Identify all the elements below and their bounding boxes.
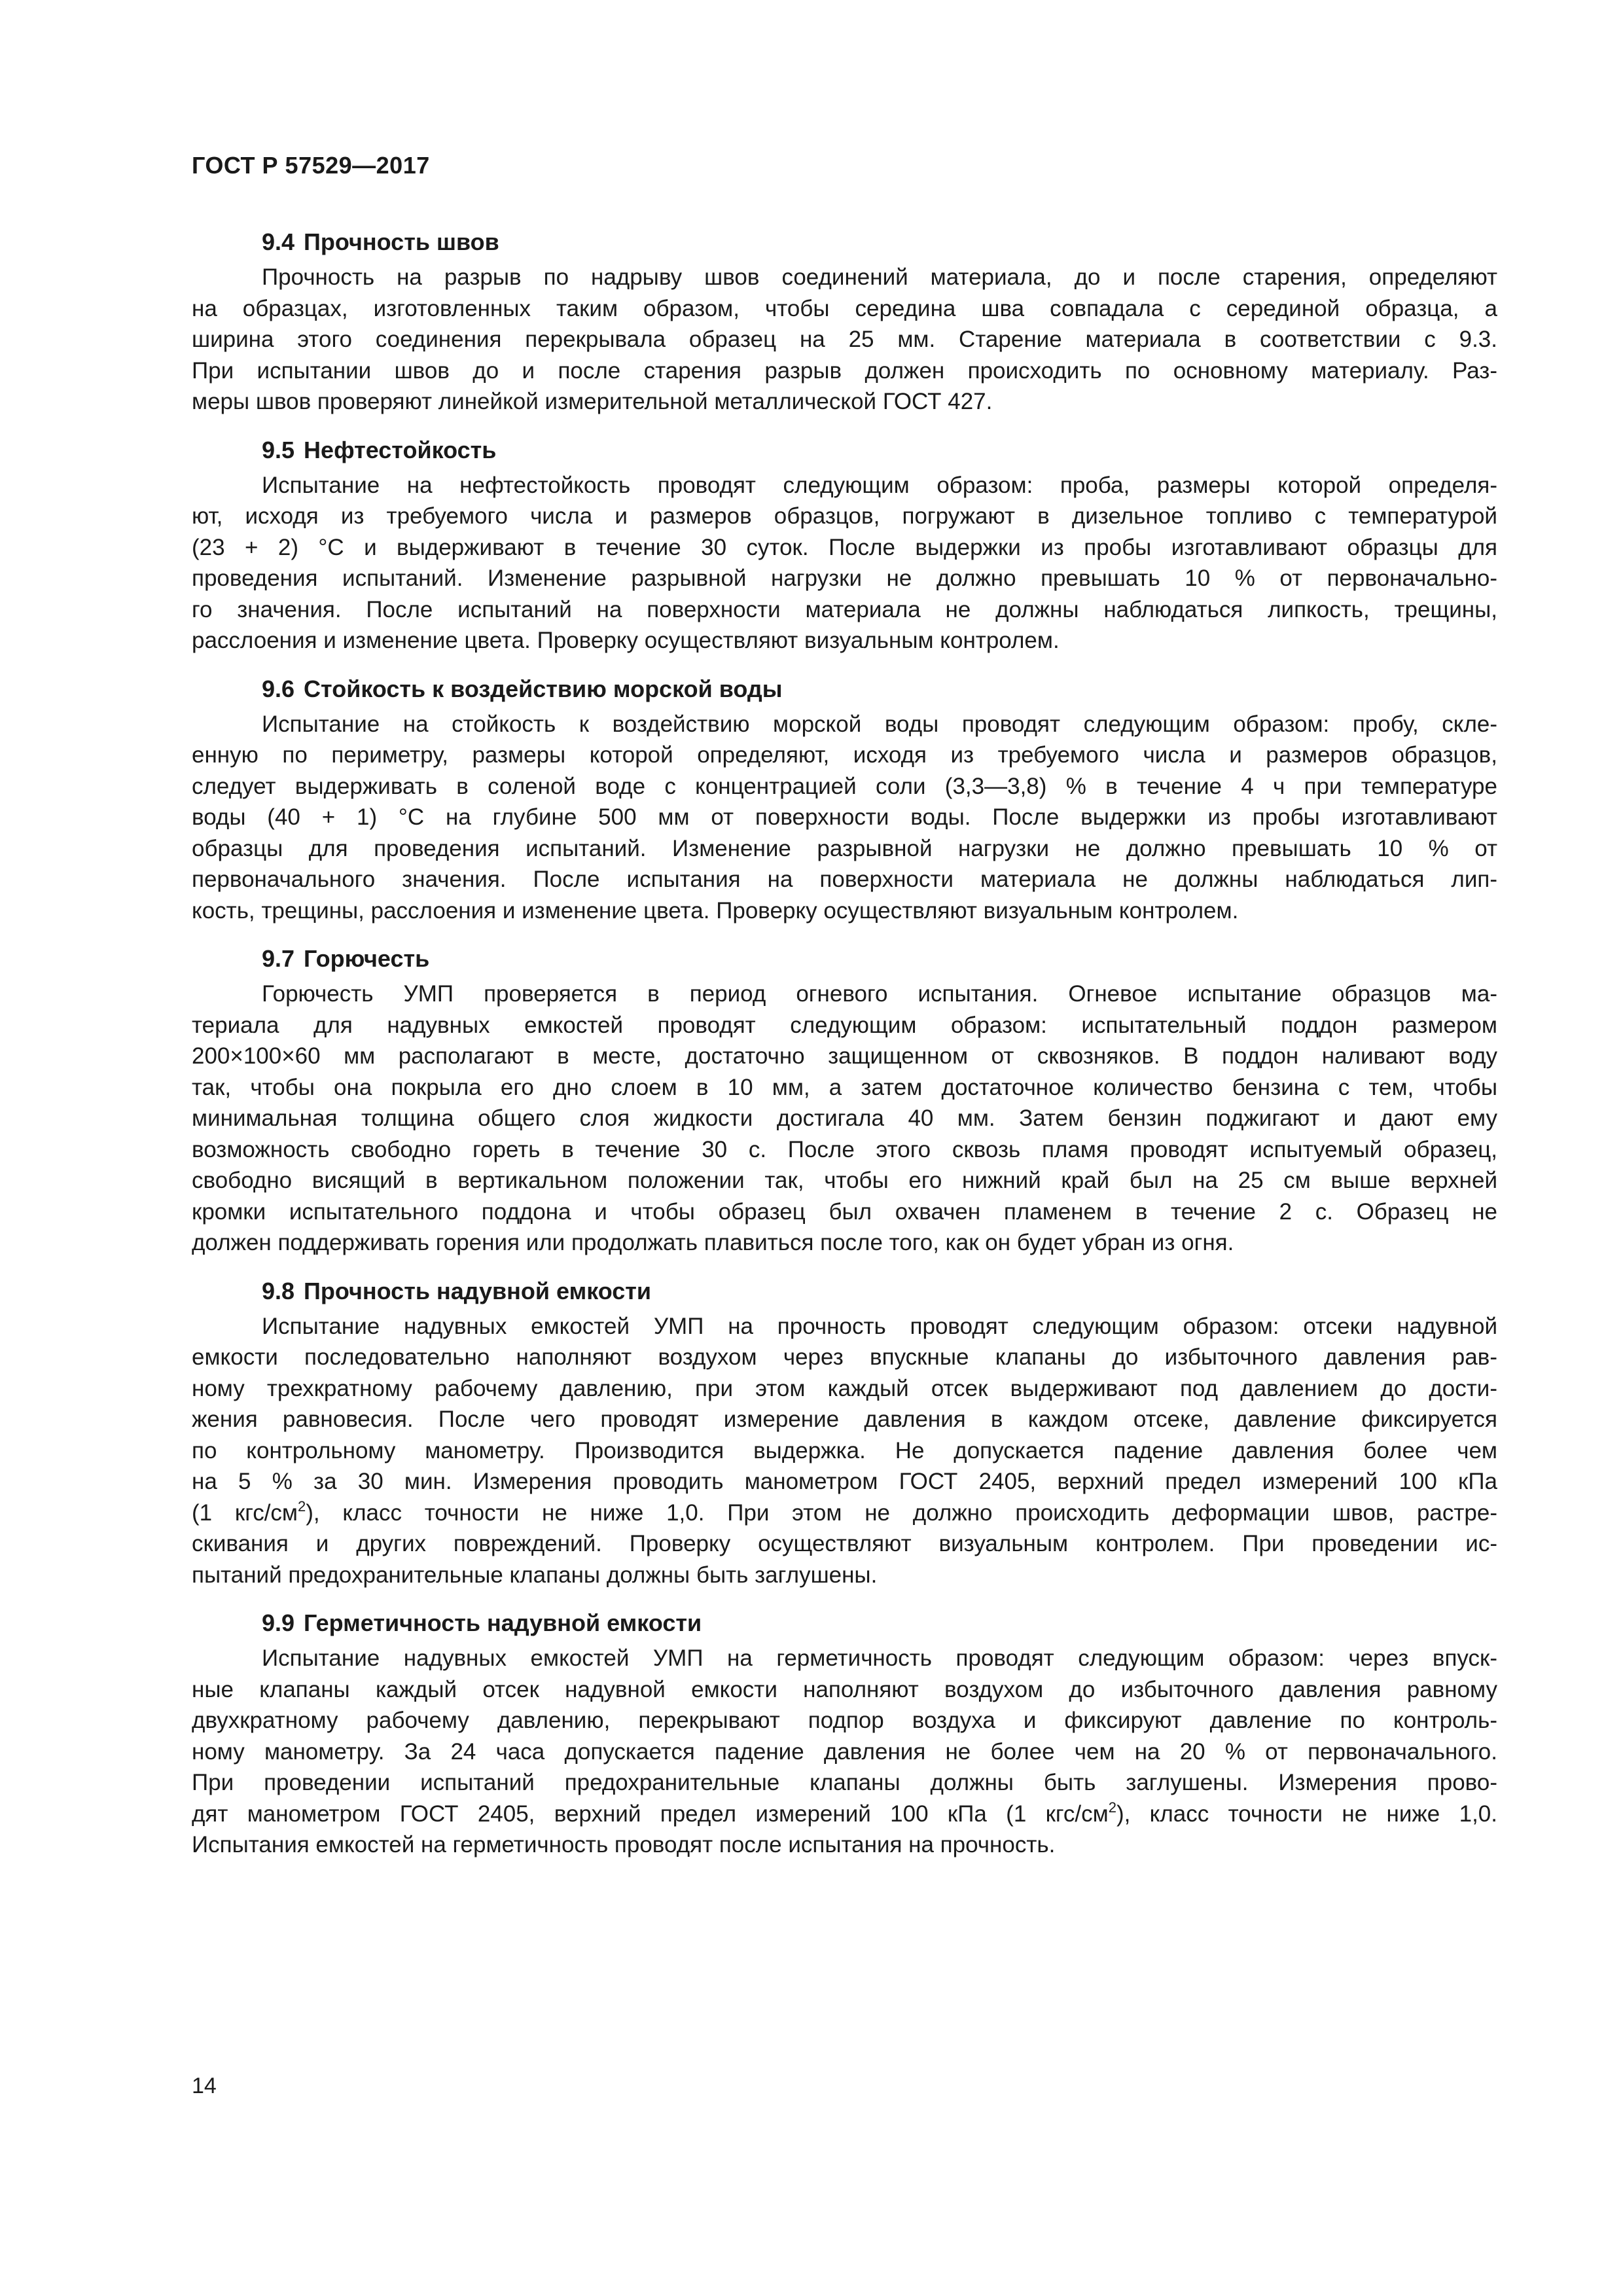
- text-line: [192, 1799, 1497, 1830]
- text-line: следует выдерживать в соленой воде с концентрацией соли (3,3—3,8) % в течение 4 ч при температуре: [192, 773, 1497, 799]
- text-line: емкости последовательно наполняют воздухом через впускные клапаны до избыточного давления рав-: [192, 1344, 1497, 1370]
- text-line: Испытание надувных емкостей УМП на прочность проводят следующим образом: отсеки надувной: [262, 1313, 1497, 1339]
- text-line: меры швов проверяют линейкой измерительной металлической ГОСТ 427.: [192, 389, 993, 414]
- text-line: ному трехкратному рабочему давлению, при этом каждый отсек выдерживают под давлением до дости-: [192, 1375, 1497, 1401]
- text-line: образцы для проведения испытаний. Изменение разрывной нагрузки не должно превышать 10 % от: [192, 835, 1497, 861]
- section-title: Горючесть: [304, 945, 430, 972]
- text-line: на 5 % за 30 мин. Измерения проводить манометром ГОСТ 2405, верхний предел измерений 100 кПа: [192, 1469, 1497, 1494]
- text-line: первоначального значения. После испытания на поверхности материала не должны наблюдаться лип-: [192, 867, 1497, 892]
- text-line: возможность свободно гореть в течение 30 с. После этого сквозь пламя проводят испытуемый образец,: [192, 1136, 1497, 1162]
- section-title: Стойкость к воздействию морской воды: [304, 675, 783, 702]
- paragraph: [192, 262, 1497, 418]
- text-line: кромки испытательного поддона и чтобы образец был охвачен пламенем в течение 2 с. Образец не: [192, 1198, 1497, 1225]
- superscript: 2: [298, 1498, 306, 1515]
- section-heading: [192, 223, 1497, 262]
- section-9-6: [192, 670, 1497, 927]
- section-9-8: [192, 1272, 1497, 1591]
- text-line: При проведении испытаний предохранительные клапаны должны быть заглушены. Измерения прово-: [192, 1770, 1497, 1795]
- text-line: Испытание на стойкость к воздействию морской воды проводят следующим образом: пробу, скле-: [262, 711, 1497, 737]
- text-line: скивания и других повреждений. Проверку осуществляют визуальным контролем. При проведении ис-: [192, 1531, 1497, 1556]
- paragraph: [192, 470, 1497, 656]
- text-line: енную по периметру, размеры которой определяют, исходя из требуемого числа и размеров образцов,: [192, 742, 1497, 768]
- section-heading: [192, 1272, 1497, 1311]
- text-line: расслоения и изменение цвета. Проверку осуществляют визуальным контролем.: [192, 628, 1060, 653]
- section-title: Нефтестойкость: [304, 436, 497, 463]
- section-9-5: [192, 431, 1497, 656]
- section-number: 9.5: [262, 436, 295, 463]
- text-run: ), класс точности не ниже 1,0.: [1116, 1801, 1497, 1827]
- text-line: Испытания емкостей на герметичность проводят после испытания на прочность.: [192, 1832, 1056, 1857]
- section-number: 9.4: [262, 228, 295, 255]
- text-run: (1 кгс/см: [192, 1499, 298, 1526]
- page-number: 14: [192, 2073, 217, 2098]
- text-line: ному манометру. За 24 часа допускается падение давления не более чем на 20 % от первоначального.: [192, 1738, 1497, 1765]
- text-line: (23 + 2) °С и выдерживают в течение 30 суток. После выдержки из пробы изготавливают образцы для: [192, 534, 1497, 560]
- paragraph: [192, 1643, 1497, 1861]
- text-line: При испытании швов до и после старения разрыв должен происходить по основному материалу. Раз-: [192, 357, 1497, 384]
- document-code-header: ГОСТ Р 57529—2017: [192, 152, 430, 179]
- text-line: должен поддерживать горения или продолжать плавиться после того, как он будет убран из огня.: [192, 1230, 1234, 1255]
- section-number: 9.7: [262, 945, 295, 972]
- section-9-9: [192, 1604, 1497, 1861]
- text-line: го значения. После испытаний на поверхности материала не должны наблюдаться липкость, трещины,: [192, 596, 1497, 622]
- section-heading: [192, 1604, 1497, 1643]
- section-number: 9.8: [262, 1277, 295, 1304]
- text-line: жения равновесия. После чего проводят измерение давления в каждом отсеке, давление фиксируется: [192, 1407, 1497, 1432]
- text-line: Испытание надувных емкостей УМП на герметичность проводят следующим образом: через впуск-: [262, 1645, 1497, 1671]
- document-body: [192, 223, 1497, 1874]
- text-line: воды (40 + 1) °С на глубине 500 мм от поверхности воды. После выдержки из пробы изготавливают: [192, 804, 1497, 830]
- text-line: ширина этого соединения перекрывала образец на 25 мм. Старение материала в соответствии с 9.3.: [192, 327, 1497, 352]
- text-line: ные клапаны каждый отсек надувной емкости наполняют воздухом до избыточного давления равному: [192, 1676, 1497, 1702]
- section-heading: [192, 431, 1497, 470]
- text-line: [192, 1498, 1497, 1529]
- text-line: свободно висящий в вертикальном положении так, чтобы его нижний край был на 25 см выше верхней: [192, 1168, 1497, 1193]
- section-number: 9.6: [262, 675, 295, 702]
- text-run: ), класс точности не ниже 1,0. При этом не должно происходить деформации швов, растре-: [306, 1499, 1497, 1526]
- text-line: Горючесть УМП проверяется в период огневого испытания. Огневое испытание образцов ма-: [262, 981, 1497, 1007]
- text-line: териала для надувных емкостей проводят следующим образом: испытательный поддон размером: [192, 1012, 1497, 1038]
- text-line: пытаний предохранительные клапаны должны быть заглушены.: [192, 1562, 878, 1588]
- text-line: по контрольному манометру. Производится выдержка. Не допускается падение давления более чем: [192, 1437, 1497, 1463]
- text-line: кость, трещины, расслоения и изменение цвета. Проверку осуществляют визуальным контролем.: [192, 897, 1239, 924]
- paragraph: [192, 978, 1497, 1259]
- superscript: 2: [1108, 1799, 1116, 1816]
- text-line: на образцах, изготовленных таким образом, чтобы середина шва совпадала с серединой образца, а: [192, 295, 1497, 321]
- text-run: дят манометром ГОСТ 2405, верхний предел измерений 100 кПа (1 кгс/см: [192, 1801, 1109, 1827]
- text-line: проведения испытаний. Изменение разрывной нагрузки не должно превышать 10 % от первоначально-: [192, 565, 1497, 591]
- section-9-4: [192, 223, 1497, 418]
- section-title: Прочность надувной емкости: [304, 1277, 652, 1304]
- text-line: так, чтобы она покрыла его дно слоем в 10 мм, а затем достаточное количество бензина с тем, чтобы: [192, 1074, 1497, 1100]
- paragraph: [192, 1311, 1497, 1591]
- section-heading: [192, 939, 1497, 978]
- text-line: Прочность на разрыв по надрыву швов соединений материала, до и после старения, определяют: [262, 264, 1497, 290]
- text-line: минимальная толщина общего слоя жидкости достигала 40 мм. Затем бензин поджигают и дают ему: [192, 1105, 1497, 1131]
- text-line: ют, исходя из требуемого числа и размеров образцов, погружают в дизельное топливо с температурой: [192, 503, 1497, 529]
- section-title: Герметичность надувной емкости: [304, 1609, 702, 1636]
- section-heading: [192, 670, 1497, 709]
- section-title: Прочность швов: [304, 228, 499, 255]
- section-number: 9.9: [262, 1609, 295, 1636]
- text-line: 200×100×60 мм располагают в месте, достаточно защищенном от сквозняков. В поддон наливают воду: [192, 1043, 1497, 1069]
- text-line: двухкратному рабочему давлению, перекрывают подпор воздуха и фиксируют давление по контроль-: [192, 1708, 1497, 1733]
- section-9-7: [192, 939, 1497, 1259]
- text-line: Испытание на нефтестойкость проводят следующим образом: проба, размеры которой определя-: [262, 472, 1497, 498]
- paragraph: [192, 709, 1497, 927]
